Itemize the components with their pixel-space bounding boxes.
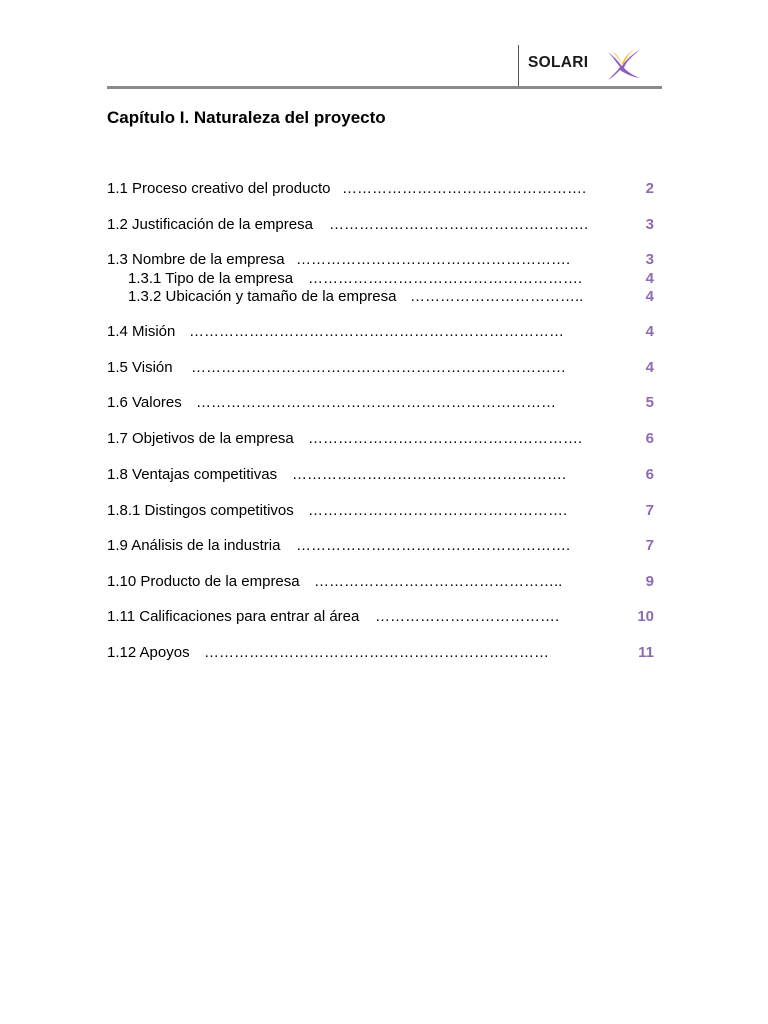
toc-entry[interactable] (107, 251, 662, 269)
toc-page-number: 7 (645, 537, 654, 554)
toc-leader-dots: ………………………………………………. (308, 270, 583, 287)
toc-entry[interactable] (128, 288, 662, 306)
toc-entry[interactable] (107, 608, 662, 626)
toc-entry[interactable] (107, 359, 662, 377)
toc-entry[interactable] (107, 180, 662, 198)
toc-page-number: 5 (645, 394, 654, 411)
toc-leader-dots: ………………………………………….. (314, 573, 563, 590)
toc-entry[interactable] (107, 502, 662, 520)
toc-page-number: 4 (645, 323, 654, 340)
toc-entry-title: 1.9 Análisis de la industria (107, 537, 281, 554)
logo-text: SOLARI (528, 54, 589, 71)
toc-page-number: 7 (645, 502, 654, 519)
toc-entry-title: 1.5 Visión (107, 359, 173, 376)
toc-page-number: 4 (645, 270, 654, 287)
logo-divider (518, 45, 519, 86)
toc-entry-title: 1.2 Justificación de la empresa (107, 216, 313, 233)
toc-leader-dots: …………………………………………………………… (204, 644, 549, 661)
toc-leader-dots: ………………………………………………………………… (191, 359, 566, 376)
toc-leader-dots: ………………………………………………. (296, 251, 571, 268)
toc-page-number: 6 (645, 466, 654, 483)
toc-entry-title: 1.7 Objetivos de la empresa (107, 430, 294, 447)
toc-entry-title: 1.3.2 Ubicación y tamaño de la empresa (128, 288, 397, 305)
toc-entry-title: 1.10 Producto de la empresa (107, 573, 300, 590)
toc-entry[interactable] (128, 270, 662, 288)
toc-page-number: 10 (637, 608, 654, 625)
toc-leader-dots: ………………………………………………. (292, 466, 567, 483)
toc-entry[interactable] (107, 644, 662, 662)
toc-leader-dots: ………………………………………………. (308, 430, 583, 447)
toc-entry-title: 1.8 Ventajas competitivas (107, 466, 278, 483)
toc-page-number: 9 (645, 573, 654, 590)
toc-page-number: 2 (645, 180, 654, 197)
toc-entry-title: 1.8.1 Distingos competitivos (107, 502, 294, 519)
toc-page-number: 6 (645, 430, 654, 447)
toc-entry[interactable] (107, 430, 662, 448)
toc-leader-dots: ………………………………………………. (296, 537, 571, 554)
toc-leader-dots: ……………………………………………. (329, 216, 589, 233)
toc-entry-title: 1.6 Valores (107, 394, 182, 411)
toc-leader-dots: ……………………………………………. (308, 502, 568, 519)
toc-entry-title: 1.1 Proceso creativo del producto (107, 180, 331, 197)
toc-leader-dots: …………………………………………. (342, 180, 587, 197)
toc-leader-dots: ……………………………………………………………… (196, 394, 556, 411)
toc-entry-title: 1.11 Calificaciones para entrar al área (107, 608, 360, 625)
toc-entry[interactable] (107, 216, 662, 234)
swoosh-x-icon (606, 48, 642, 82)
toc-leader-dots: ………………………………………………………………… (189, 323, 564, 340)
toc-entry[interactable] (107, 537, 662, 555)
header-rule (107, 86, 662, 89)
toc-entry-title: 1.4 Misión (107, 323, 176, 340)
toc-entry[interactable] (107, 323, 662, 341)
toc-entry[interactable] (107, 394, 662, 412)
toc-leader-dots: ………………………………. (375, 608, 560, 625)
toc-page-number: 4 (645, 359, 654, 376)
toc-leader-dots: …………………………….. (410, 288, 584, 305)
company-logo (528, 48, 643, 84)
toc-entry-title: 1.3 Nombre de la empresa (107, 251, 285, 268)
toc-entry-title: 1.3.1 Tipo de la empresa (128, 270, 294, 287)
toc-entry[interactable] (107, 466, 662, 484)
toc-page-number: 11 (638, 644, 654, 661)
toc-page-number: 3 (645, 251, 654, 268)
toc-page-number: 4 (645, 288, 654, 305)
chapter-title: Capítulo I. Naturaleza del proyecto (107, 108, 386, 127)
toc-entry-title: 1.12 Apoyos (107, 644, 190, 661)
toc-entry[interactable] (107, 573, 662, 591)
toc-page-number: 3 (645, 216, 654, 233)
